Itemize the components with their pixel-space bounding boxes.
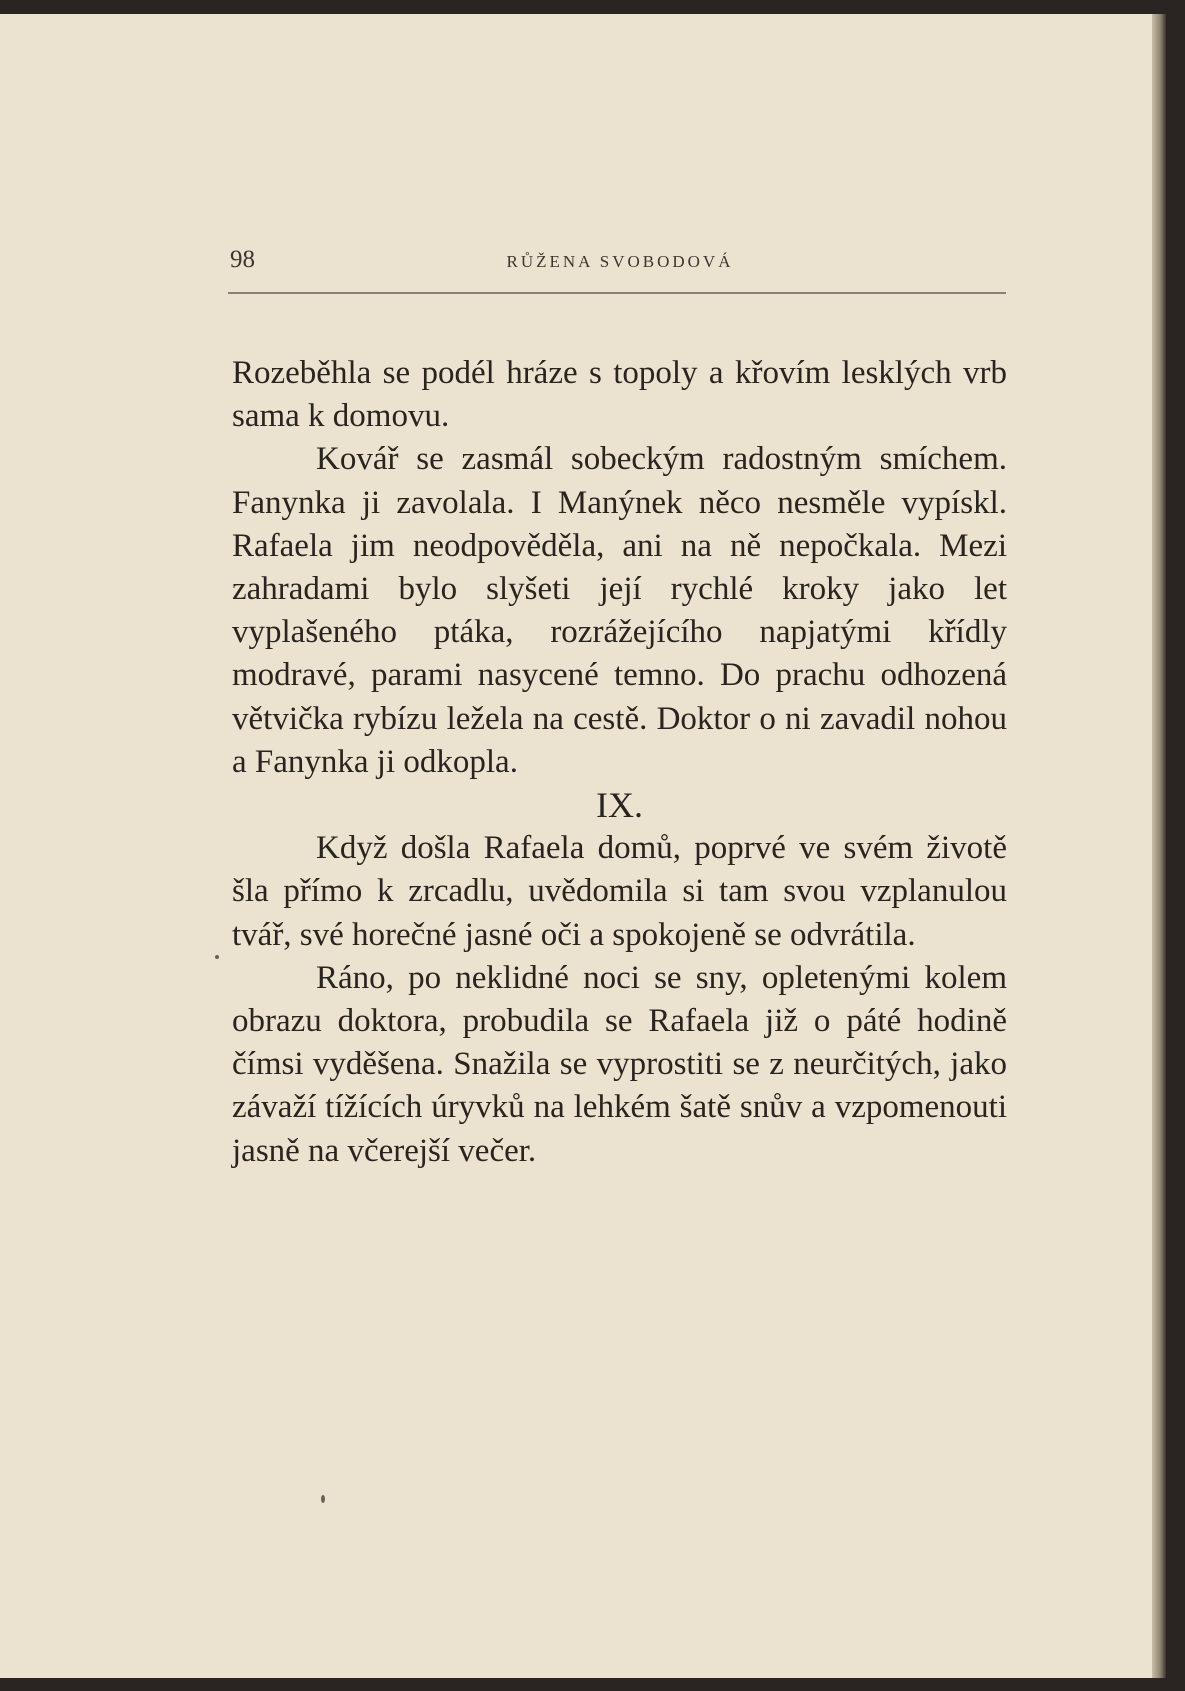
paragraph: Když došla Rafaela domů, poprvé ve svém životě šla přímo k zrcadlu, uvědomila si tam svou vzplanulou tvář, své horečné jasné oči a spokojeně se odvrátila. [232,830,1007,953]
header-rule [228,292,1006,294]
paragraph: Kovář se zasmál sobeckým radostným smíchem. Fanynka ji zavolala. I Manýnek něco nesměle vypískl. Rafaela jim neodpověděla, ani na ně nepočkala. Mezi zahradami bylo slyšeti její rychlé kroky jako let vyplašeného ptáka, rozrážejícího napjatými křídly modravé, parami nasycené temno. Do prachu odhozená větvička rybízu ležela na cestě. Doktor o ni zavadil nohou a Fanynka ji odkopla. [232,441,1007,780]
ink-speck [215,955,219,959]
running-title: RŮŽENA SVOBODOVÁ [506,252,734,271]
body-text [232,352,1007,1173]
page-number: 98 [230,246,255,273]
ink-speck [321,1495,325,1503]
chapter-heading: IX. [596,785,643,826]
paragraph: Ráno, po neklidné noci se sny, opletenými kolem obrazu doktora, probudila se Rafaela již o páté hodině čímsi vyděšena. Snažila se vyprostiti se z neurčitých, jako závaží tížících úryvků na lehkém šatě snův a vzpomenouti jasně na včerejší večer. [232,959,1007,1169]
page-edge [1152,14,1166,1678]
paragraph: Rozeběhla se podél hráze s topoly a křovím lesklých vrb sama k domovu. [232,355,1007,435]
page-header [230,246,1010,286]
